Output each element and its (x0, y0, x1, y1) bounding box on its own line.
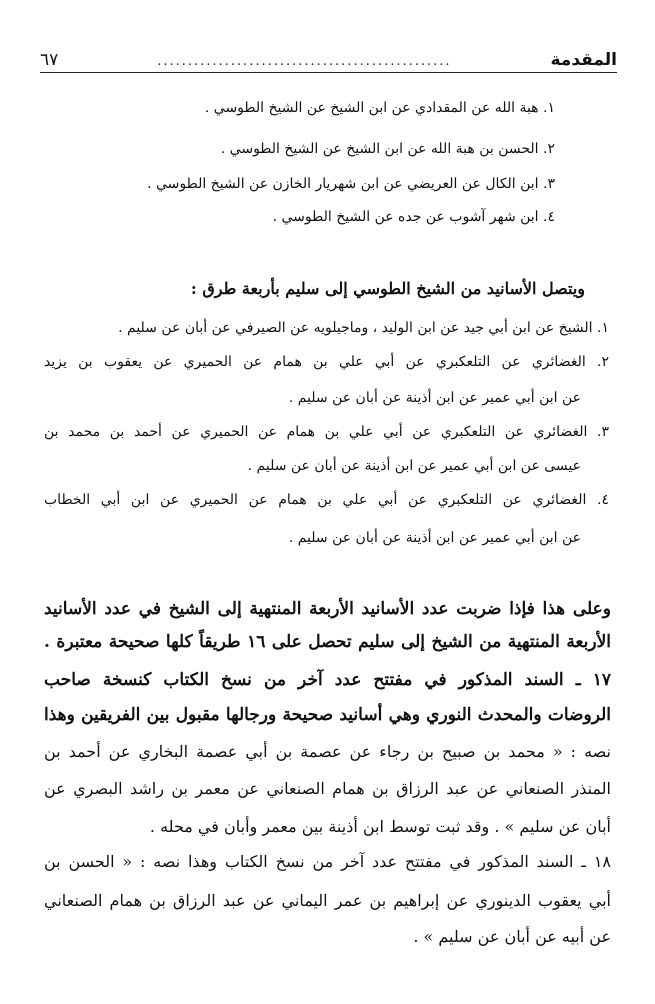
route-list-item-continuation: عن ابن أبي عمير عن ابن أذينة عن أبان عن سليم . (288, 530, 581, 546)
page-header (40, 50, 617, 73)
route-list-item: ٢. الغضائري عن التلعكبري عن أبي علي بن همام عن الحميري عن يعقوب بن يزيد (44, 354, 609, 370)
body-line: ١٧ ـ السند المذكور في مفتتح عدد آخر من نسخ الكتاب كنسخة صاحب (44, 670, 611, 690)
body-line: أبان عن سليم » . وقد ثبت توسط ابن أذينة بين معمر وأبان في محله . (149, 817, 611, 836)
body-line: نصه : « محمد بن صبيح بن رجاء عن عصمة بن أبي عصمة البخاري عن أحمد بن (44, 742, 611, 761)
route-list-item-continuation: عيسى عن ابن أبي عمير عن ابن أذينة عن أبان عن سليم . (247, 458, 581, 474)
body-line: وعلى هذا فإذا ضربت عدد الأسانيد الأربعة المنتهية إلى الشيخ في عدد الأسانيد (44, 599, 611, 619)
body-line: ١٨ ـ السند المذكور في مفتتح عدد آخر من نسخ الكتاب وهذا نصه : « الحسن بن (44, 852, 611, 871)
route-list-item: ١. الشيخ عن ابن أبي جيد عن ابن الوليد ، وماجيلويه عن الصيرفي عن أبان عن سليم . (118, 320, 609, 336)
chain-list-item: ٢. الحسن بن هبة الله عن ابن الشيخ عن الشيخ الطوسي . (220, 141, 555, 157)
chapter-title: المقدمة (550, 50, 617, 70)
route-list-item: ٣. الغضائري عن التلعكبري عن أبي علي بن همام عن الحميري عن أحمد بن محمد بن (44, 424, 609, 440)
body-line: الروضات والمحدث النوري وهي أسانيد صحيحة ورجالها مقبول بين الفريقين وهذا (44, 705, 611, 725)
body-line: الأربعة المنتهية من الشيخ إلى سليم تحصل على ١٦ طريقاً كلها صحيحة معتبرة . (44, 632, 611, 652)
route-list-item: ٤. الغضائري عن التلعكبري عن أبي علي بن همام عن الحميري عن ابن أبي الخطاب (44, 492, 609, 508)
body-line: المنذر الصنعاني عن عبد الرزاق بن همام الصنعاني عن معمر بن راشد البصري عن (44, 779, 611, 798)
section-intro: ويتصل الأسانيد من الشيخ الطوسي إلى سليم بأربعة طرق : (190, 279, 585, 298)
chain-list-item: ١. هبة الله عن المقدادي عن ابن الشيخ عن الشيخ الطوسي . (204, 100, 555, 116)
route-list-item-continuation: عن ابن أبي عمير عن ابن أذينة عن أبان عن سليم . (288, 390, 581, 406)
chain-list-item: ٤. ابن شهر آشوب عن جده عن الشيخ الطوسي . (272, 209, 555, 225)
body-line: عن أبيه عن أبان عن سليم » . (413, 927, 611, 946)
body-line: أبي يعقوب الدينوري عن إبراهيم بن عمر اليماني عن عبد الرزاق بن همام الصنعاني (44, 891, 611, 910)
page-number: ٦٧ (40, 50, 59, 70)
chain-list-item: ٣. ابن الكال عن العريضي عن ابن شهريار الخازن عن الشيخ الطوسي . (147, 176, 555, 192)
header-dot-leader: ................................................ (157, 54, 452, 69)
